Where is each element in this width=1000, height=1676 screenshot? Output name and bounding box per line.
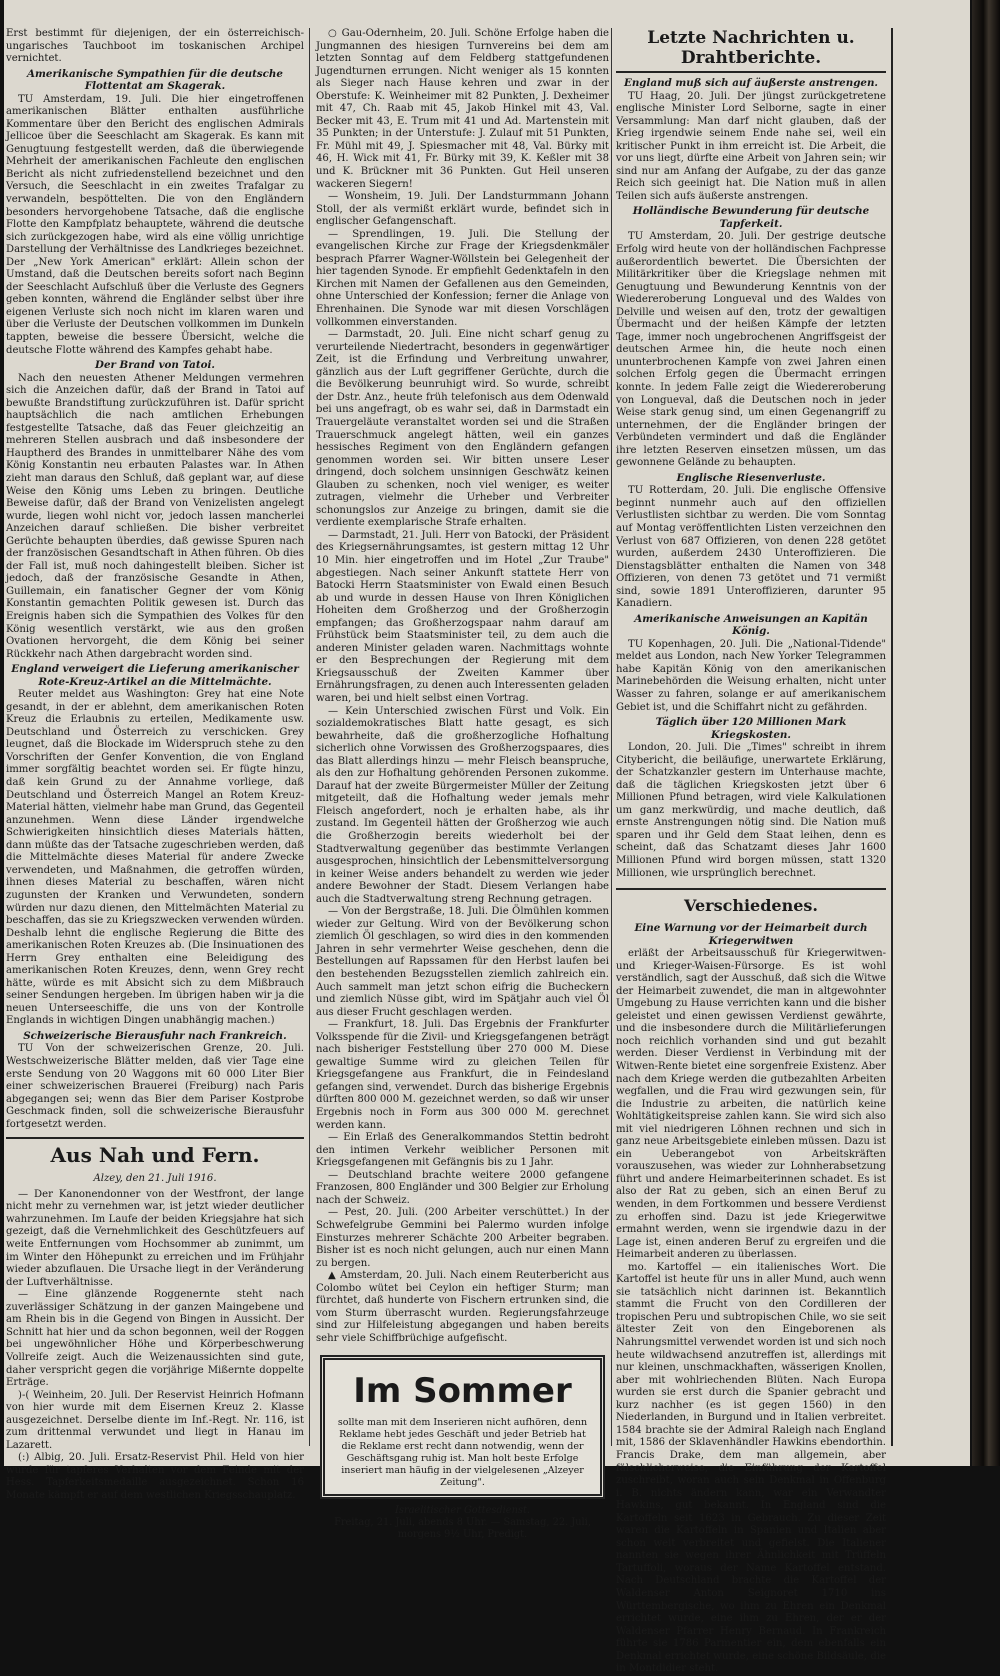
article-headline: England verweigert die Lieferung amerikanischer Rote-Kreuz-Artikel an die Mittelmächte. [11,663,299,688]
article-paragraph: TU Kopenhagen, 20. Juli. Die „National-Tidende" meldet aus London, nach New Yorker Telegrammen habe Kapitän König von den amerikanischen Marinebehörden die Weisung erhalten, nicht unter Wasser zu fahren, solange er auf amerikanischem Gebiet ist, und die Schiffahrt nicht zu gefährden. [616,638,886,713]
article-headline: Der Brand von Tatoi. [95,359,215,372]
article-paragraph: — Wonsheim, 19. Juli. Der Landsturmmann Johann Stoll, der als vermißt erklärt wurde, befindet sich in englischer Gefangenschaft. [316,191,609,228]
column-2 [316,28,609,1541]
column-rule [891,28,893,1446]
article-paragraph: — Kein Unterschied zwischen Fürst und Volk. Ein sozialdemokratisches Blatt hatte gesagt, es sich bewahrheite, daß die großherzogliche Hofhaltung sicherlich ohne Vorwissen des Großherzogspaares, dies das Blatt allerdings hinzu — mehr Fleisch beanspruche, als den zur Hofhaltung gehörenden Personen zukomme. Darauf hat der zweite Bürgermeister Müller der Zeitung mitgeteilt, daß die Hofhaltung weder jemals mehr Fleisch angefordert, noch je erhalten habe, als ihr zustand. Im Gegenteil hätten der Großherzog wie auch die Großherzogin bereits wiederholt bei der Stadtverwaltung gegenüber das bestimmte Verlangen ausgesprochen, hinsichtlich der Lebensmittelversorgung in keiner Weise anders behandelt zu werden wie jeder andere Bewohner der Stadt. Diesem Verlangen habe auch die Stadtverwaltung streng Rechnung getragen. [316,705,609,905]
article-paragraph: ○ Gau-Odernheim, 20. Juli. Schöne Erfolge haben die Jungmannen des hiesigen Turnvereins bei dem am letzten Sonntag auf dem Feldberg stattgefundenen Jugendturnen errungen. Nicht weniger als 15 konnten als Sieger nach Hause kehren und zwar in der Oberstufe: K. Weinheimer mit 82 Punkten, J. Dexheimer mit 47, Ch. Raab mit 45, Jakob Hinkel mit 43, Val. Becker mit 43, E. Trum mit 41 und Ad. Martenstein mit 35 Punkten; in der Unterstufe: J. Zulauf mit 51 Punkten, Fr. Mühl mit 49, J. Spiesmacher mit 48, Val. Bürky mit 46, H. Wick mit 41, Fr. Bürky mit 39, K. Keßler mit 38 und K. Brückner mit 36 Punkten. Gut Heil unseren wackeren Siegern! [316,28,609,190]
advertisement-title: Im Sommer [353,1371,572,1412]
column-rule [309,28,310,1446]
article-headline: Täglich über 120 Millionen Mark Kriegskosten. [655,716,847,741]
service-notice [316,1505,609,1541]
article-paragraph: Nach den neuesten Athener Meldungen vermehren sich die Anzeichen dafür, daß der Brand in Tatoi auf bewußte Brandstiftung zurückzuführen ist. Dafür spricht hauptsächlich die nach amtlichen Erhebungen festgestellte Tatsache, daß das Feuer gleichzeitig an mehreren Stellen ausbrach und daß insbesondere der Hauptherd des Brandes in unmittelbarer Nähe des vom König Konstantin neu erbauten Palastes war. In Athen zieht man daraus den Schluß, daß geplant war, auf diese Weise den König ums Leben zu bringen. Deutliche Beweise dafür, daß der Brand von Venizelisten angelegt wurde, liegen wohl nicht vor, jedoch lassen mancherlei Anzeichen darauf schließen. Die bisher verbreitet Gerüchte behaupten überdies, daß gewisse Spuren nach der französischen Gesandtschaft in Athen führen. Ob dies der Fall ist, muß noch dahingestellt bleiben. Sicher ist jedoch, daß der französische Gesandte in Athen, Guillemain, ein fanatischer Gegner der vom König Konstantin gemachten Politik gewesen ist. Durch das Ereignis haben sich die Sympathien des Volkes für den König wesentlich verstärkt, wie aus den großen Ovationen hervorgeht, die dem König bei seiner Rückkehr nach Athen dargebracht worden sind. [6,372,304,660]
article-paragraph: — Sprendlingen, 19. Juli. Die Stellung der evangelischen Kirche zur Frage der Kriegsdenkmäler besprach Pfarrer Wagner-Wöllstein bei Gelegenheit der hier tagenden Synode. Er empfiehlt Gedenktafeln in den Kirchen mit Namen der Gefallenen aus den Gemeinden, ohne Unterschied der Konfession; ferner die Anlage von Ehrenhainen. Die Synode war mit diesen Vorschlägen vollkommen einverstanden. [316,228,609,328]
article-paragraph: — Deutschland brachte weitere 2000 gefangene Franzosen, 800 Engländer und 300 Belgier zur Erholung nach der Schweiz. [316,1169,609,1206]
page-edge [972,0,1000,1466]
article-headline: Holländische Bewunderung für deutsche Tapferkeit. [632,205,870,230]
article-paragraph: TU Von der schweizerischen Grenze, 20. Juli. Westschweizerische Blätter melden, daß vier Tage eine erste Sendung von 20 Waggons mit 60 000 Liter Bier einer schweizerischen Brauerei (Freiburg) nach Paris abgegangen sei; wenn das Bier dem Pariser Kostprobe Geschmack finden, soll die schweizerische Bierausfuhr fortgesetzt werden. [6,1043,304,1130]
article-headline: Amerikanische Sympathien für die deutsche Flottentat am Skagerak. [27,67,283,93]
article-headline: England muß sich auf äußerste anstrengen. [623,77,879,89]
article-paragraph: TU Amsterdam, 19. Juli. Die hier eingetroffenen amerikanischen Blätter enthalten ausführliche Kommentare über den Bericht des englischen Admirals Jellicoe über die Seeschlacht am Skagerak. Es kann mit Genugtuung festgestellt werden, daß die überwiegende Mehrheit der amerikanischen Fachleute den englischen Bericht als nicht zufriedenstellend bezeichnet und den Versuch, die Seeschlacht in ein zweites Trafalgar zu verwandeln, bespöttelten. Die von den Engländern besonders hervorgehobene Tatsache, daß die englische Flotte den Kampfplatz behauptete, während die deutsche sich zurückgezogen habe, wird als eine völlig unrichtige Darstellung der Verhältnisse des Landkrieges bezeichnet. Der „New York American" erklärt: Allein schon der Umstand, daß die Deutschen bereits sofort nach Beginn der Seeschlacht Aufschluß über die Verluste des Gegners geben konnten, während die Engländer selbst über ihre eigenen Verluste sich noch nicht im klaren waren und über die Verluste der Deutschen vollkommen im Dunkeln tappten, beweise die bessere Übersicht, welche die deutsche Flotte während des Kampfes gehabt habe. [6,93,304,356]
section-heading: Verschiedenes. [616,888,886,916]
article-paragraph: erläßt der Arbeitsausschuß für Kriegerwitwen- und Krieger-Waisen-Fürsorge. Es ist wohl verständlich, sagt der Ausschuß, daß sich die Witwe der Heimarbeit zuwendet, die man in altgewohnter Umgebung zu Hause verrichten kann und die bisher geleistet und einen gewissen Verdienst gewährte, und die insbesondere durch die Militärlieferungen noch reichlich vorhanden sind und gut bezahlt werden. Dieser Verdienst in Verbindung mit der Witwen-Rente bietet eine sorgenfreie Existenz. Aber nach dem Kriege werden die gutbezahlten Arbeiten wegfallen, und die Frau wird gezwungen sein, für die Industrie zu arbeiten, die natürlich keine Wohltätigkeitspreise zahlen kann. Sie wird sich also mit viel niedrigeren Löhnen rechnen und sich in ganz neue Arbeitsgebiete einleben müssen. Dazu ist ein Ueberangebot von Arbeitskräften vorauszusehen, was wieder zur Lohnherabsetzung führt und andere Heimarbeiterinnen schadet. Es ist also der Rat zu geben, sich an einen Beruf zu wenden, in dem Fortkommen und bessere Verdienst zu erhoffen sind. Dazu ist jede Kriegerwitwe ermahnt werden, wenn sie irgendwie dazu in der Lage ist, einen anderen Beruf zu ergreifen und die Heimarbeit anderen zu überlassen. [616,948,886,1261]
article-paragraph: — Darmstadt, 20. Juli. Eine nicht scharf genug zu verurteilende Niedertracht, besonders in gegenwärtiger Zeit, ist die Erfindung und Verbreitung unwahrer, gänzlich aus der Luft gegriffener Gerüchte, durch die die Bevölkerung beunruhigt wird. So wurde, schreibt der Dstr. Anz., heute früh telefonisch aus dem Odenwald bei uns angefragt, ob es wahr sei, daß in Darmstadt ein Trauergeläute veranstaltet worden sei und die Straßen Trauerschmuck angelegt hätten, weil ein ganzes hessisches Regiment von den Engländern gefangen genommen worden sei. Wir bitten unsere Leser dringend, doch solchem unsinnigen Geschwätz keinen Glauben zu schenken, noch viel weniger, es weiter zutragen, vielmehr die Urheber und Verbreiter schonungslos zur Anzeige zu bringen, damit sie die verdiente exemplarische Strafe erhalten. [316,329,609,529]
newspaper-page [4,0,970,1675]
article-paragraph: TU Rotterdam, 20. Juli. Die englische Offensive beginnt nunmehr auch auf den offiziellen Verlustlisten sichtbar zu werden. Die vom Sonntag auf Montag veröffentlichten Listen verzeichnen den Verlust von 687 Offizieren, von denen 228 getötet wurden, außerdem 2430 Unteroffizieren. Die Dienstagsblätter enthalten die Namen von 348 Offizieren, von denen 73 getötet und 71 vermißt sind, sowie 1891 Unteroffizieren, darunter 95 Kanadiern. [616,485,886,610]
dateline: Alzey, den 21. Juli 1916. [93,1173,217,1185]
article-paragraph: — Von der Bergstraße, 18. Juli. Die Ölmühlen kommen wieder zur Geltung. Wird von der Bevölkerung schon ziemlich Öl geschlagen, so wird dies in den kommenden Jahren in sehr vermehrter Weise geschehen, denn die Bestellungen auf Rapssamen für den Herbst laufen bei den bestehenden Bezugsstellen ziemlich zahlreich ein. Auch sammelt man jetzt schon eifrig die Bucheckern und ziemlich Nüsse gibt, wird im Spätjahr auch viel Öl aus dieser Frucht geschlagen werden. [316,906,609,1018]
article-paragraph: — Ein Erlaß des Generalkommandos Stettin bedroht den intimen Verkehr weiblicher Personen mit Kriegsgefangenen mit Gefängnis bis zu 1 Jahr. [316,1132,609,1169]
article-paragraph: — Darmstadt, 21. Juli. Herr von Batocki, der Präsident des Kriegsernährungsamtes, ist gestern mittag 12 Uhr 10 Min. hier eingetroffen und im Hotel „Zur Traube" abgestiegen. Nach seiner Ankunft stattete Herr von Batocki Herrn Staatsminister von Ewald einen Besuch ab und wurde in dessen Hause von Ihren Königlichen Hoheiten dem Großherzog und der Großherzogin empfangen; das Großherzogspaar nahm darauf am Frühstück beim Staatsminister teil, zu dem auch die anderen Minister geladen waren. Nachmittags wohnte er den Besprechungen der Regierung mit dem Kriegsausschuß der Zweiten Kammer über Ernährungsfragen, zu denen auch Interessenten geladen waren, bei und hielt selbst einen Vortrag. [316,529,609,704]
advertisement-box [320,1355,605,1499]
article-paragraph: — Der Kanonendonner von der Westfront, der lange nicht mehr zu vernehmen war, ist jetzt wieder deutlicher wahrzunehmen. Im Laufe der beiden Kriegsjahre hat sich gezeigt, daß die Vernehmlichkeit des Geschützfeuers auf weite Entfernungen vom Hochsommer ab zunimmt, um im Winter den Höhepunkt zu erreichen und im Frühjahr wieder abzuflauen. Die Ursache liegt in der Veränderung der Luftverhältnisse. [6,1188,304,1288]
article-paragraph: (:) Albig, 20. Juli. Ersatz-Reservist Phil. Held von hier wurde für tapferes Verhalten vor dem Feinde mit der Hess. Tapferkeitsmedaille ausgezeichnet. Schon 16 Monate kämpft er auf dem westlichen Kriegsschauplatz. [6,1452,304,1501]
article-paragraph: — Frankfurt, 18. Juli. Das Ergebnis der Frankfurter Volksspende für die Zivil- und Kriegsgefangenen beträgt nach bisheriger Feststellung über 270 000 M. Diese gewaltige Summe wird zu gleichen Teilen für Kriegsgefangene aus Frankfurt, die in Feindesland gefangen sind, verwendet. Durch das bisherige Ergebnis dürften 800 000 M. gezeichnet werden, so daß wir unser Ergebnis noch in Form aus 300 000 M. gerechnet werden kann. [316,1019,609,1131]
notice-text: Freitag, 21. Juli, abends 8 Uhr. — Samstag, 22. Juli, morgens 9½ Uhr, Predigt. [334,1517,591,1541]
article-paragraph: )-( Weinheim, 20. Juli. Der Reservist Heinrich Hofmann von hier wurde mit dem Eisernen Kreuz 2. Klasse ausgezeichnet. Derselbe diente im Inf.-Regt. Nr. 116, ist zum drittenmal verwundet und liegt in Hanau im Lazarett. [6,1389,304,1451]
article-headline: Englische Riesenverluste. [676,471,826,484]
notice-title: Israelitischer Gottesdienst. [395,1505,530,1517]
article-headline: Schweizerische Bierausfuhr nach Frankreich. [23,1029,287,1042]
article-paragraph: London, 20. Juli. Die „Times" schreibt in ihrem Citybericht, die beiläufige, unerwartete Erklärung, der Schatzkanzler gestern im Unterhause machte, daß die täglichen Kriegskosten jetzt über 6 Millionen Pfund betragen, wird viele Kalkulationen um ganz merkwürdig, und mache deutlich, daß ernste Anstrengungen nötig sind. Die Nation muß sparen und ihr Geld dem Staat leihen, denn es scheint, daß das Schatzamt dieses Jahr 1600 Millionen Pfund wird borgen müssen, statt 1320 Millionen, wie ursprünglich berechnet. [616,742,886,879]
column-rule [611,28,612,1446]
article-paragraph: Reuter meldet aus Washington: Grey hat eine Note gesandt, in der er ablehnt, dem amerikanischen Roten Kreuz die Erlaubnis zu erteilen, Medikamente usw. Deutschland und Österreich zu verschicken. Grey leugnet, daß die Blockade im Widerspruch stehe zu den Vorschriften der Genfer Konvention, die von England immer sorgfältig beachtet worden sei. Er fügte hinzu, daß kein Grund zu der Annahme vorliege, daß Deutschland und Österreich Mangel an Rotem Kreuz-Material hätten, vielmehr habe man Grund, das Gegenteil anzunehmen. Wenn diese Länder irgendwelche Schwierigkeiten hinsichtlich dieses Materials hätten, dann müßte das der Tatsache zugeschrieben werden, daß die Mittelmächte dieses Material für andere Zwecke verwendeten, und Maßnahmen, die getroffen würden, ihnen dieses Material zu beschaffen, wären nicht zugunsten der Kranken und Verwundeten, sondern würden nur dazu dienen, den Mittelmächten Material zu beschaffen, das sie zu Kriegszwecken verwenden würden. Deshalb lehnt die englische Regierung die Bitte des amerikanischen Roten Kreuzes ab. (Die Insinuationen des Herrn Grey enthalten eine Beleidigung des amerikanischen Roten Kreuzes, denn, wenn Grey recht hätte, würde es mit Absicht sich zu dem Mißbrauch seiner Sendungen hergeben. Im übrigen haben wir ja die neuen Unterseeschiffe, die uns von der Kontrolle Englands in wichtigen Dingen unabhängig machen.) [6,689,304,1027]
article-paragraph: — Eine glänzende Roggenernte steht nach zuverlässiger Schätzung in der ganzen Maingebene und am Rhein bis in die Gegend von Bingen in Aussicht. Der Schnitt hat hier und da schon begonnen, weil der Roggen bei ungewöhnlicher Höhe und Körperbeschwerung Vollreife zeigt. Auch die Weizenaussichten sind gute, daher verspricht gegen die vorjährige Mißernte doppelte Erträge. [6,1289,304,1389]
article-paragraph: Erst bestimmt für diejenigen, der ein österreichisch-ungarisches Tauchboot im toskanischen Archipel vernichtet. [6,28,304,65]
advertisement-text: sollte man mit dem Inserieren nicht aufhören, denn Reklame hebt jedes Geschäft und jeder Betrieb hat die Reklame erst recht dann notwendig, wenn der Geschäftsgang ruhig ist. Man holt beste Erfolge inseriert man häufig in der vielgelesenen „Alzeyer Zeitung". [337,1417,588,1489]
section-heading: Aus Nah und Fern. [6,1137,304,1167]
section-heading: Letzte Nachrichten u. Drahtberichte. [616,28,886,73]
column-1 [6,28,304,1501]
article-paragraph: TU Haag, 20. Juli. Der jüngst zurückgetretene englische Minister Lord Selborne, sagte in einer Versammlung: Man darf nicht glauben, daß der Krieg irgendwie seinem Ende nahe sei, weil ein kritischer Punkt in ihm erreicht ist. Die Arbeit, die vor uns liegt, dürfte eine Arbeit von Jahren sein; wir sind nur am Anfang der Aufgabe, zu der das ganze Reich sich geeinigt hat. Die Nation muß in allen Teilen sich aufs äußerste anstrengen. [616,90,886,202]
article-paragraph: TU Amsterdam, 20. Juli. Der gestrige deutsche Erfolg wird heute von der holländischen Fachpresse außerordentlich bewertet. Die Übersichten der Militärkritiker über die Kriegslage nehmen mit Genugtuung und Bewunderung Kenntnis von der Wiedereroberung Longueval und des Waldes von Delville und weisen auf den, trotz der gewaltigen Übermacht und der heißen Kämpfe der letzten Tage, immer noch ungebrochenen Angriffsgeist der deutschen Armee hin, die heute noch einen ununterbrochenen Kampfe von zwei Jahren einen solchen Erfolg gegen die Übermacht erringen konnte. In jedem Falle zeigt die Wiedereroberung von Longueval, daß die Deutschen noch in jeder Weise stark genug sind, um einen Gegenangriff zu unternehmen, der die Engländer bringen der Verbündeten vermindert und daß die Engländer ihre letzten Reserven einsetzen müssen, um das gewonnene Gelände zu behaupten. [616,231,886,469]
article-headline: Amerikanische Anweisungen an Kapitän König. [634,612,868,638]
column-3 [616,28,887,1675]
article-paragraph: ▲ Amsterdam, 20. Juli. Nach einem Reuterbericht aus Colombo wütet bei Ceylon ein heftiger Sturm; man fürchtet, daß hunderte von Fischern ertrunken sind, die vom Sturm überrascht wurden. Regierungsfahrzeuge sind zur Hilfeleistung abgegangen und haben bereits sehr viele Schiffbrüchige aufgefischt. [316,1270,609,1344]
article-paragraph: — Pest, 20. Juli. (200 Arbeiter verschüttet.) In der Schwefelgrube Gemmini bei Palermo wurden infolge Einsturzes mehrerer Schächte 200 Arbeiter begraben. Bisher ist es noch nicht gelungen, auch nur einen Mann zu bergen. [316,1207,609,1269]
article-headline: Eine Warnung vor der Heimarbeit durch Kriegerwitwen [634,922,868,947]
article-paragraph: mo. Kartoffel — ein italienisches Wort. Die Kartoffel ist heute für uns in aller Mund, auch wenn sie tatsächlich nicht darinnen ist. Bekanntlich stammt die Frucht von den Cordilleren der tropischen Peru und subtropischen Chile, wo sie seit ältester Zeit von den Eingeborenen als Nahrungsmittel verwendet worden ist und sich noch heute wildwachsend anzutreffen ist, allerdings mit nur kleinen, unschmackhaften, wässerigen Knollen, aber mit wohlriechenden Blüten. Nach Europa wurden sie erst durch die Spanier gebracht und kurz nachher (es ist gegen 1560) in den Niederlanden, in Burgund und in Italien verbreitet. 1584 brachte sie der Admiral Raleigh nach England mit, 1586 der Sklavenhändler Hawkins ebendorthin. Francis Drake, dem man allgemein, aber fälschlicherweise, die Einführung der Kartoffel zuschreibt, woran auch sein Denkmal in Offenburg i. B. nichts ändern kann, war ein Verwandter Hawkins, gut bekannt. In England sind die Kartoffeln seit 1623 in Gebrauch. Zu dieser Zeit waren die Kartoffeln in Spanien und Italien aber schon weit verbreitet und gefielst. Die Italiener nannten sie wegen ihrer Ähnlichkeit mit Trüffeln Tartuffoli, woraus der Name Kartoffel entstand. Nach Deutschland brachte die Kartoffel der Waldenser Anton Seignoret 1710 ins Württembergische, wo ihm zu Ehren ein Denkmal errichtet wurde, eine ihm zu Ehren, der er der Waldenser Pfarrer Henry Bernaud. In Frankreich führte sie 1786 Parmentier ein, dem ebenfalls ein Denkmal errichtet wurde, eine schöne Bildsäule, die in Montdidier steht. [616,1261,887,1675]
